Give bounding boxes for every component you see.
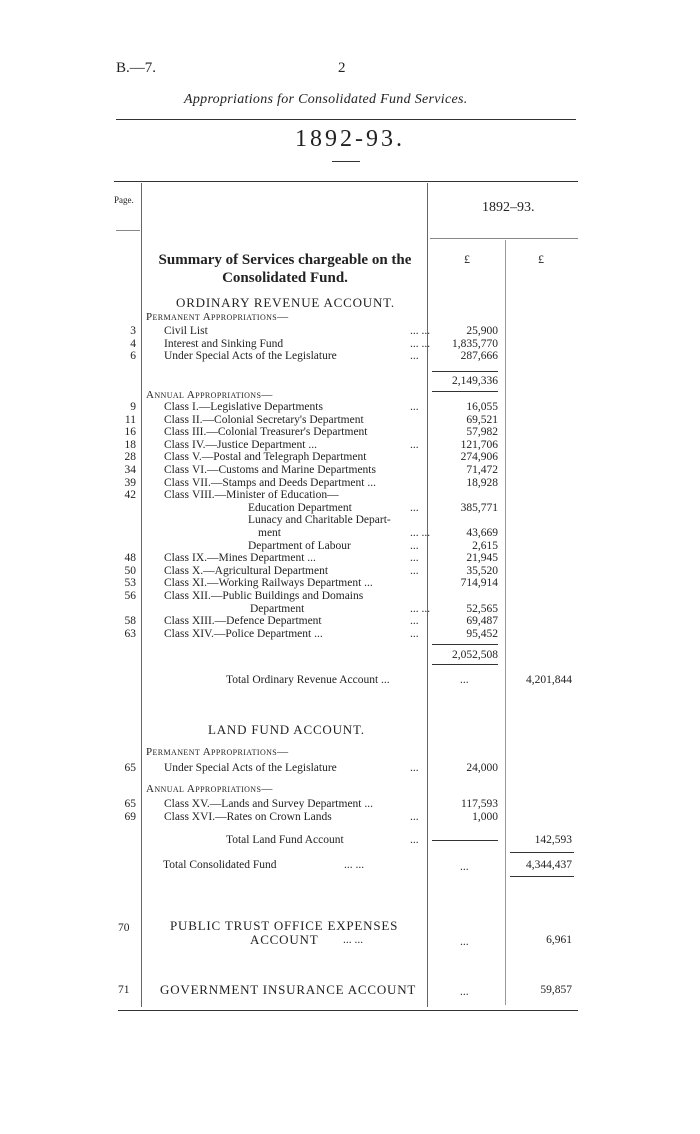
land-total-label: Total Land Fund Account: [226, 834, 344, 846]
row-label: Class XVI.—Rates on Crown Lands: [164, 810, 332, 823]
row-label: Under Special Acts of the Legislature: [164, 762, 337, 774]
class-label: Class: [164, 564, 189, 577]
ledger-row: [0, 540, 700, 553]
page-reference: 34: [124, 464, 136, 476]
leader-dots: ... ...: [410, 527, 431, 539]
insurance-page: 71: [118, 984, 130, 996]
ledger-row: [0, 565, 700, 578]
leader-dots: ...: [410, 401, 419, 413]
row-amount: 95,452: [466, 627, 498, 640]
row-amount: 1,000: [472, 810, 498, 823]
page-reference: 42: [124, 489, 136, 502]
leader-dots: ...: [410, 564, 419, 577]
page-reference: 58: [124, 615, 136, 628]
ledger-row: [0, 552, 700, 565]
page-reference: 4: [130, 337, 136, 350]
row-label: ment: [258, 527, 281, 539]
ordinary-permanent-subtotal-rule: [432, 371, 498, 372]
ledger-row: [0, 628, 700, 641]
consolidated-total-dots: ... ...: [344, 859, 365, 871]
land-fund-heading: LAND FUND ACCOUNT.: [208, 722, 365, 737]
leader-dots: ...: [410, 501, 419, 514]
ledger-row: [0, 414, 700, 427]
row-label: Education Department: [248, 501, 352, 514]
row-amount: 287,666: [460, 350, 498, 362]
page-reference: 65: [124, 762, 136, 774]
row-label: VII.—Stamps and Deeds Department ...: [192, 476, 376, 489]
page-reference: 9: [130, 401, 136, 413]
leader-dots: ... ...: [410, 337, 431, 350]
class-label: Class: [164, 489, 189, 502]
header-rule: [116, 119, 576, 120]
page-reference: 53: [124, 577, 136, 590]
row-label: XIV.—Police Department ...: [192, 627, 323, 640]
row-amount: 16,055: [466, 401, 498, 413]
row-label: IX.—Mines Department ...: [192, 552, 316, 565]
ordinary-revenue-heading: ORDINARY REVENUE ACCOUNT.: [176, 295, 395, 310]
row-amount: 69,521: [466, 413, 498, 426]
class-label: Class: [164, 577, 189, 590]
row-label: Interest and Sinking Fund: [164, 337, 284, 350]
page-reference: 6: [130, 350, 136, 362]
ledger-row: [0, 811, 700, 824]
consolidated-total-value: 4,344,437: [526, 859, 572, 871]
row-label: Department of Labour: [248, 539, 351, 552]
ordinary-total-value: 4,201,844: [526, 674, 572, 686]
row-amount: 21,945: [466, 552, 498, 565]
leader-dots: ... ...: [410, 325, 431, 337]
table-bottom-rule: [118, 1010, 578, 1011]
ledger-row: [0, 590, 700, 603]
public-trust-label-2: ACCOUNT: [250, 932, 319, 947]
consolidated-total-label: Total Consolidated Fund: [163, 859, 277, 871]
ledger-row: [0, 603, 700, 616]
row-label: II.—Colonial Secretary's Department: [192, 413, 364, 426]
land-permanent-label: Permanent Appropriations—: [146, 746, 289, 758]
leader-dots: ...: [410, 539, 419, 552]
leader-dots: ...: [410, 615, 419, 628]
insurance-mid-dots: ...: [460, 986, 469, 998]
consolidated-total-underline: [510, 876, 574, 877]
class-label: Class: [164, 413, 189, 426]
class-label: Class: [164, 464, 189, 476]
title-underline: [332, 161, 360, 162]
consolidated-mid-dots: ...: [460, 861, 469, 873]
row-label: Class XV.—Lands and Survey Department ...: [164, 798, 373, 810]
page-reference: 16: [124, 426, 136, 439]
ordinary-permanent-subtotal-underline: [432, 391, 498, 392]
row-amount: 71,472: [466, 464, 498, 476]
row-amount: 35,520: [466, 564, 498, 577]
row-amount: 385,771: [460, 501, 498, 514]
ledger-row: [0, 451, 700, 464]
page-reference: 3: [130, 325, 136, 337]
page-reference: 69: [124, 810, 136, 823]
public-trust-dots: ... ...: [343, 934, 364, 946]
row-label: VI.—Customs and Marine Departments: [192, 464, 376, 476]
page-reference: 18: [124, 438, 136, 451]
ledger-row: [0, 798, 700, 811]
class-label: Class: [164, 438, 189, 451]
page-number: 2: [338, 60, 346, 76]
currency-symbol-total: £: [538, 252, 544, 266]
year-title: 1892-93.: [295, 126, 405, 152]
page-reference: 39: [124, 476, 136, 489]
ledger-row: [0, 401, 700, 414]
summary-title: Summary of Services chargeable on the Consolidated Fund.: [158, 252, 412, 286]
ledger-row: [0, 439, 700, 452]
land-total-rule: [432, 840, 498, 841]
ordinary-annual-subtotal-rule: [432, 644, 498, 645]
leader-dots: ...: [410, 552, 419, 565]
page-reference: 50: [124, 564, 136, 577]
row-amount: 43,669: [466, 527, 498, 539]
class-label: Class: [164, 552, 189, 565]
row-label: XI.—Working Railways Department ...: [192, 577, 373, 590]
row-label: Under Special Acts of the Legislature: [164, 350, 337, 362]
ledger-row: [0, 577, 700, 590]
class-label: Class: [164, 401, 189, 413]
row-label: IV.—Justice Department ...: [192, 438, 317, 451]
ledger-row: [0, 477, 700, 490]
ledger-row: [0, 464, 700, 477]
document-reference: B.—7.: [116, 60, 157, 76]
class-label: Class: [164, 590, 189, 602]
row-label: Lunacy and Charitable Depart-: [248, 514, 391, 527]
ledger-row: [0, 426, 700, 439]
ordinary-permanent-label: Permanent Appropriations—: [146, 311, 289, 323]
land-total-dots: ...: [410, 834, 419, 846]
row-amount: 57,982: [466, 426, 498, 439]
ledger-row: [0, 325, 700, 338]
ordinary-total-dots: ...: [460, 674, 469, 686]
row-label: X.—Agricultural Department: [192, 564, 329, 577]
page-column-header: Page.: [114, 195, 134, 205]
land-total-value: 142,593: [534, 834, 572, 846]
page-reference: 56: [124, 590, 136, 602]
row-amount: 714,914: [460, 577, 498, 590]
page-header-rule: [116, 230, 140, 231]
row-amount: 2,615: [472, 539, 498, 552]
row-label: XII.—Public Buildings and Domains: [192, 590, 364, 602]
row-amount: 24,000: [466, 762, 498, 774]
ledger-row: [0, 489, 700, 502]
leader-dots: ...: [410, 762, 419, 774]
page-reference: 63: [124, 627, 136, 640]
ledger-row: [0, 527, 700, 540]
row-amount: 52,565: [466, 602, 498, 615]
class-label: Class: [164, 426, 189, 439]
ledger-row: [0, 615, 700, 628]
insurance-label: GOVERNMENT INSURANCE ACCOUNT: [160, 982, 417, 997]
page-reference: 48: [124, 552, 136, 565]
public-trust-page: 70: [118, 922, 130, 934]
ledger-row: [0, 350, 700, 363]
page-reference: 65: [124, 798, 136, 810]
ledger-row: [0, 338, 700, 351]
row-amount: 18,928: [466, 476, 498, 489]
ledger-row: [0, 514, 700, 527]
row-amount: 1,835,770: [452, 337, 498, 350]
leader-dots: ... ...: [410, 602, 431, 615]
class-label: Class: [164, 615, 189, 628]
row-label: VIII.—Minister of Education—: [192, 489, 339, 502]
row-label: Department: [250, 602, 305, 615]
year-column-header: 1892–93.: [482, 200, 535, 215]
ordinary-annual-label: Annual Appropriations—: [146, 389, 273, 401]
year-header-rule: [430, 238, 578, 239]
land-annual-label: Annual Appropriations—: [146, 783, 273, 795]
row-amount: 274,906: [460, 451, 498, 464]
ordinary-annual-subtotal: 2,052,508: [452, 649, 498, 661]
leader-dots: ...: [410, 438, 419, 451]
row-label: Civil List: [164, 325, 208, 337]
ordinary-total-label: Total Ordinary Revenue Account ...: [226, 674, 390, 686]
page-reference: 11: [124, 413, 136, 426]
public-trust-value: 6,961: [546, 934, 572, 946]
leader-dots: ...: [410, 810, 419, 823]
row-label: XIII.—Defence Department: [192, 615, 322, 628]
public-trust-label-1: PUBLIC TRUST OFFICE EXPENSES: [170, 918, 399, 933]
ledger-row: [0, 502, 700, 515]
public-trust-mid-dots: ...: [460, 936, 469, 948]
page-reference: 28: [124, 451, 136, 464]
row-amount: 117,593: [461, 798, 498, 810]
ordinary-permanent-subtotal: 2,149,336: [452, 375, 498, 387]
class-label: Class: [164, 627, 189, 640]
leader-dots: ...: [410, 627, 419, 640]
row-label: I.—Legislative Departments: [192, 401, 323, 413]
row-amount: 69,487: [466, 615, 498, 628]
row-label: V.—Postal and Telegraph Department: [192, 451, 367, 464]
insurance-value: 59,857: [540, 984, 572, 996]
document-subtitle: Appropriations for Consolidated Fund Services.: [184, 92, 468, 107]
row-label: III.—Colonial Treasurer's Department: [192, 426, 368, 439]
class-label: Class: [164, 476, 189, 489]
ledger-row: [0, 762, 700, 775]
leader-dots: ...: [410, 350, 419, 362]
currency-symbol-amount: £: [464, 252, 470, 266]
row-amount: 25,900: [466, 325, 498, 337]
row-amount: 121,706: [460, 438, 498, 451]
table-top-rule: [114, 181, 578, 182]
class-label: Class: [164, 451, 189, 464]
land-total-underline: [510, 852, 574, 853]
ordinary-annual-subtotal-underline: [432, 664, 498, 665]
